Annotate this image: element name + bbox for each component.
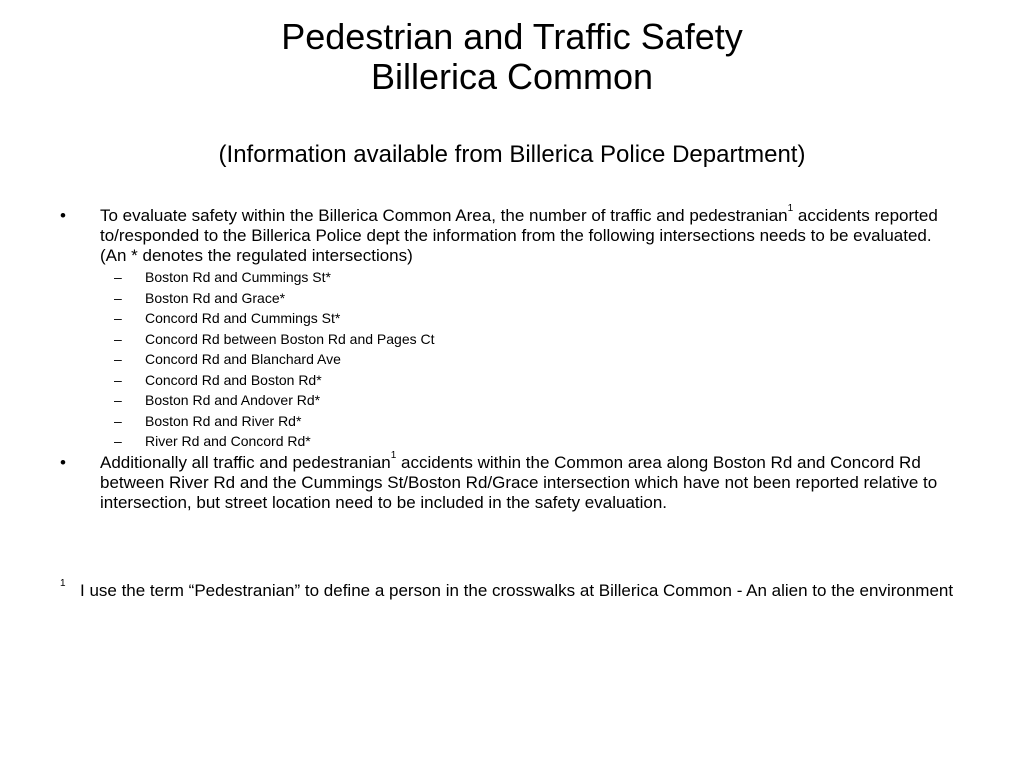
list-item-text: River Rd and Concord Rd* (145, 433, 311, 449)
dash-mark: – (114, 433, 122, 449)
bullet-mark: • (60, 206, 66, 225)
bullet-1-text-start: To evaluate safety within the Billerica Common Area, the number of traffic and pedestranian (100, 206, 788, 225)
title-line-2: Billerica Common (370, 56, 654, 97)
list-item-text: Boston Rd and Cummings St* (145, 269, 331, 285)
footnote-ref: 1 (390, 449, 397, 461)
bullet-2 (0, 449, 960, 513)
list-item-text: Boston Rd and River Rd* (145, 412, 302, 429)
bullet-mark: • (60, 452, 66, 472)
slide-title (0, 17, 1024, 97)
bullet-2-text-start: Additionally all traffic and pedestranian (100, 452, 391, 472)
bullet-1 (0, 203, 960, 266)
list-item (0, 267, 1024, 288)
dash-mark: – (114, 269, 122, 285)
list-item (0, 431, 1024, 452)
dash-mark: – (114, 289, 122, 306)
dash-mark: – (114, 371, 122, 388)
footnote-ref: 1 (787, 203, 794, 214)
dash-mark: – (114, 412, 122, 429)
list-item (0, 349, 1024, 370)
dash-mark: – (114, 392, 122, 408)
footnote-text: I use the term “Pedestranian” to define a person in the crosswalks at Billerica Common - An alien to the environment (80, 581, 954, 600)
dash-mark: – (114, 351, 122, 367)
list-item (0, 288, 1024, 309)
bullet-2-text-end: accidents within the Common area along Boston Rd and Concord Rd between River Rd and the Cummings St/Boston Rd/Grace intersection which have not been reported relative to intersection, but street location need to be included in the safety evaluation. (100, 452, 938, 512)
list-item-text: Boston Rd and Grace* (145, 289, 286, 306)
list-item-text: Boston Rd and Andover Rd* (145, 392, 321, 408)
list-item-text: Concord Rd and Blanchard Ave (145, 351, 341, 367)
list-item (0, 308, 1024, 329)
slide-body (0, 203, 1024, 513)
footnote (60, 578, 980, 601)
list-item (0, 329, 1024, 350)
intersection-list (0, 267, 1024, 452)
list-item-text: Concord Rd and Boston Rd* (145, 371, 322, 388)
list-item (0, 411, 1024, 432)
dash-mark: – (114, 330, 122, 347)
dash-mark: – (114, 310, 122, 326)
bullet-1-text-end: accidents reported to/responded to the Billerica Police dept the information from the following intersections needs to be evaluated. (An * denotes the regulated intersections) (100, 206, 938, 265)
title-line-1: Pedestrian and Traffic Safety (281, 16, 743, 57)
list-item-text: Concord Rd between Boston Rd and Pages Ct (145, 330, 435, 347)
slide-subtitle: (Information available from Billerica Police Department) (218, 141, 806, 168)
list-item (0, 370, 1024, 391)
list-item-text: Concord Rd and Cummings St* (145, 310, 341, 326)
list-item (0, 390, 1024, 411)
footnote-mark: 1 (60, 578, 66, 589)
